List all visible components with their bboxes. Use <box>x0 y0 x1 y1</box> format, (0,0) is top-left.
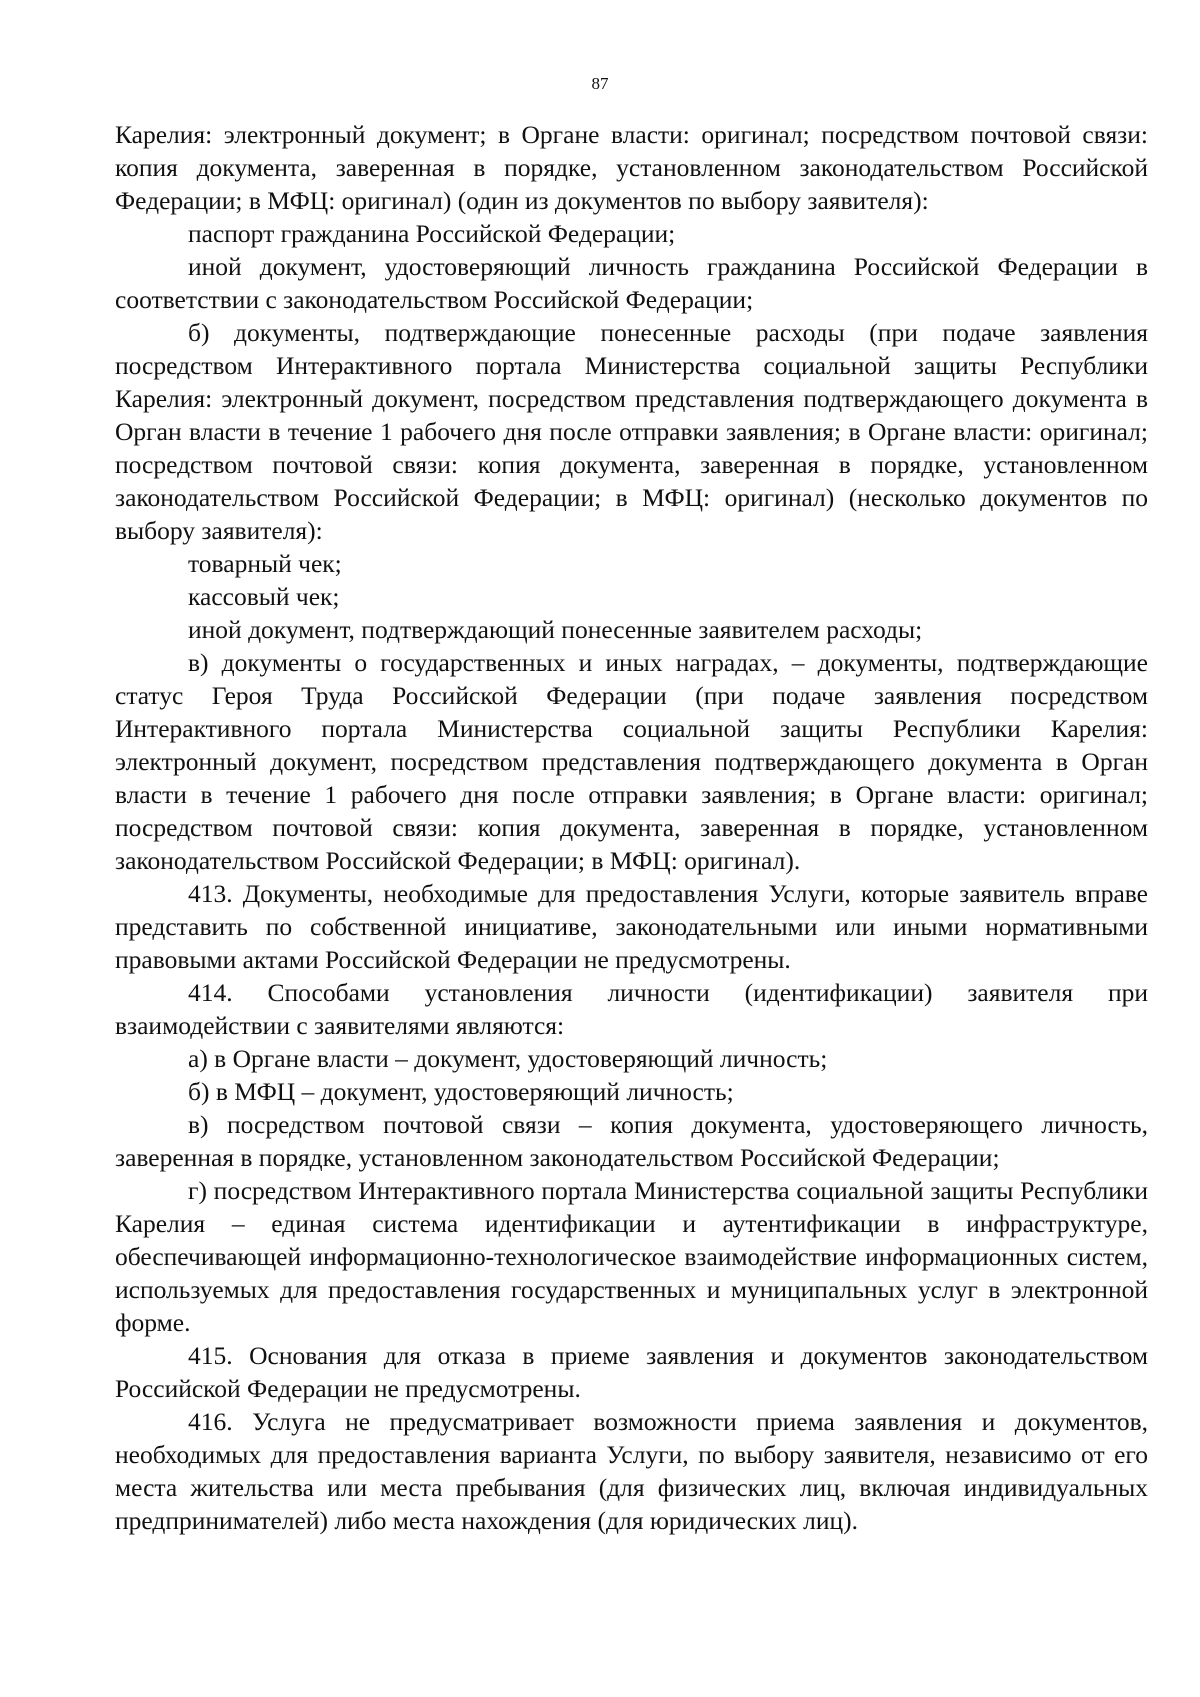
paragraph: б) документы, подтверждающие понесенные расходы (при подаче заявления посредством Интерактивного портала Министерства социальной защиты Республики Карелия: электронный документ, посредством представления подтверждающего документа в Орган власти в течение 1 рабочего дня после отправки заявления; в Органе власти: оригинал; посредством почтовой связи: копия документа, заверенная в порядке, установленном законодательством Российской Федерации; в МФЦ: оригинал) (несколько документов по выбору заявителя): <box>115 318 1148 545</box>
paragraph: паспорт гражданина Российской Федерации; <box>188 219 676 248</box>
paragraph: иной документ, удостоверяющий личность гражданина Российской Федерации в соответствии с законодательством Российской Федерации; <box>115 252 1148 314</box>
paragraph: г) посредством Интерактивного портала Министерства социальной защиты Республики Карелия – единая система идентификации и аутентификации в инфраструктуре, обеспечивающей информационно-технологическое взаимодействие информационных систем, используемых для предоставления государственных и муниципальных услуг в электронной форме. <box>115 1176 1148 1337</box>
paragraph: 415. Основания для отказа в приеме заявления и документов законодательством Российской Федерации не предусмотрены. <box>115 1341 1148 1403</box>
paragraph: б) в МФЦ – документ, удостоверяющий личность; <box>188 1077 734 1106</box>
paragraph: 414. Способами установления личности (идентификации) заявителя при взаимодействии с заявителями являются: <box>115 978 1148 1040</box>
document-body <box>115 118 1148 1537</box>
page-number: 87 <box>591 74 609 93</box>
paragraph: кассовый чек; <box>188 582 340 611</box>
paragraph: товарный чек; <box>188 549 342 578</box>
paragraph: а) в Органе власти – документ, удостоверяющий личность; <box>188 1044 828 1073</box>
paragraph: 413. Документы, необходимые для предоставления Услуги, которые заявитель вправе представить по собственной инициативе, законодательными или иными нормативными правовыми актами Российской Федерации не предусмотрены. <box>115 879 1148 974</box>
paragraph: иной документ, подтверждающий понесенные заявителем расходы; <box>188 615 923 644</box>
paragraph: Карелия: электронный документ; в Органе власти: оригинал; посредством почтовой связи: копия документа, заверенная в порядке, установленном законодательством Российской Федерации; в МФЦ: оригинал) (один из документов по выбору заявителя): <box>115 120 1148 215</box>
paragraph: в) посредством почтовой связи – копия документа, удостоверяющего личность, заверенная в порядке, установленном законодательством Российской Федерации; <box>115 1110 1148 1172</box>
paragraph: 416. Услуга не предусматривает возможности приема заявления и документов, необходимых для предоставления варианта Услуги, по выбору заявителя, независимо от его места жительства или места пребывания (для физических лиц, включая индивидуальных предпринимателей) либо места нахождения (для юридических лиц). <box>115 1407 1148 1535</box>
paragraph: в) документы о государственных и иных наградах, – документы, подтверждающие статус Героя Труда Российской Федерации (при подаче заявления посредством Интерактивного портала Министерства социальной защиты Республики Карелия: электронный документ, посредством представления подтверждающего документа в Орган власти в течение 1 рабочего дня после отправки заявления; в Органе власти: оригинал; посредством почтовой связи: копия документа, заверенная в порядке, установленном законодательством Российской Федерации; в МФЦ: оригинал). <box>115 648 1148 875</box>
